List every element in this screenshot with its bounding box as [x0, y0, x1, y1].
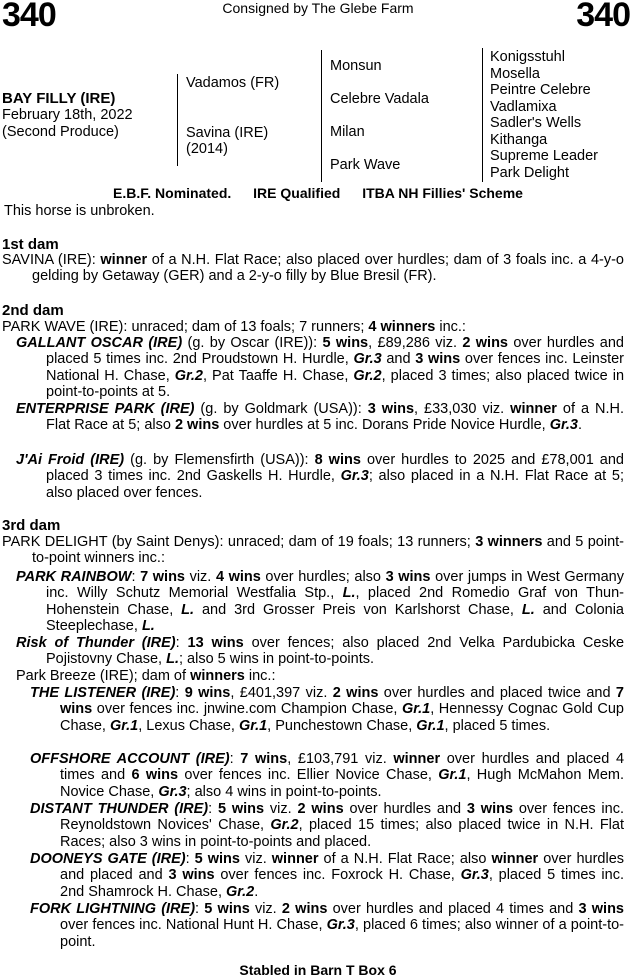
- pedigree-g4-3: Peintre Celebre: [490, 82, 591, 98]
- lot-number-left: 340: [2, 0, 56, 34]
- pedigree-g4-5: Sadler's Wells: [490, 115, 582, 131]
- unbroken-note: This horse is unbroken.: [4, 203, 155, 219]
- pedigree-dam-dam: Park Wave: [330, 157, 401, 173]
- pedigree-g4-8: Park Delight: [490, 164, 569, 181]
- pedigree-dam-sire: Milan: [330, 124, 365, 140]
- progeny-risk-of-thunder: Risk of Thunder (IRE): 13 wins over fences; also placed 2nd Velka Pardubicka Ceske Pojistovny Chase, L.; also 5 wins in point-to-points.: [16, 635, 625, 668]
- first-dam-text: SAVINA (IRE): winner of a N.H. Flat Race; also placed over hurdles; dam of 3 foals inc. a 4-y-o gelding by Getaway (GER) and a 2-y-o filly by Blue Bresil (FR).: [2, 252, 624, 285]
- second-dam-text: PARK WAVE (IRE): unraced; dam of 13 foals; 7 runners; 4 winners inc.:: [2, 319, 466, 335]
- progeny-offshore-account: OFFSHORE ACCOUNT (IRE): 7 wins, £103,791 viz. winner over hurdles and placed 4 times and 6 wins over fences inc. Ellier Novice Chase, Gr.1, Hugh McMahon Mem. Novice Chase, Gr.3; also 4 wins in point-to-points.: [30, 751, 625, 800]
- progeny-fork-lightning: FORK LIGHTNING (IRE): 5 wins viz. 2 wins over hurdles and placed 4 times and 3 wins over fences inc. National Hunt H. Chase, Gr.3, placed 6 times; also winner of a point-to-point.: [30, 901, 625, 950]
- pedigree-dam-year: (2014): [186, 141, 228, 157]
- progeny-gallant-oscar: GALLANT OSCAR (IRE) (g. by Oscar (IRE)): 5 wins, £89,286 viz. 2 wins over hurdles and placed 5 times inc. 2nd Proudstown H. Hurdle, Gr.3 and 3 wins over fences inc. Leinster National H. Chase, Gr.2, Pat Taaffe H. Chase, Gr.2, placed 3 times; also placed twice in point-to-points at 5.: [16, 335, 625, 401]
- progeny-enterprise-park: ENTERPRISE PARK (IRE) (g. by Goldmark (USA)): 3 wins, £33,030 viz. winner of a N.H. Flat Race at 5; also 2 wins over hurdles at 5 inc. Dorans Pride Novice Hurdle, Gr.3.: [16, 401, 624, 434]
- section-third-dam: 3rd dam: [2, 517, 61, 534]
- pedigree-line-3: [482, 48, 483, 182]
- third-dam-text: PARK DELIGHT (by Saint Denys): unraced; dam of 19 foals; 13 runners; 3 winners and 5 point-to-point winners inc.:: [2, 534, 624, 567]
- cert-ebf: E.B.F. Nominated.: [113, 185, 232, 201]
- certifications: [0, 185, 636, 201]
- cert-ire: IRE Qualified: [253, 185, 341, 201]
- progeny-park-rainbow: PARK RAINBOW: 7 wins viz. 4 wins over hurdles; also 3 wins over jumps in West Germany inc. Willy Schutz Memorial Westfalia Stp., L., placed 2nd Romedio Graf von Thun-Hohenstein Chase, L. and 3rd Grosser Preis von Karlshorst Chase, L. and Colonia Steeplechase, L.: [16, 569, 625, 635]
- produce-note: (Second Produce): [2, 124, 119, 140]
- consignor: Consigned by The Glebe Farm: [222, 0, 414, 16]
- horse-name: BAY FILLY (IRE): [2, 90, 116, 107]
- pedigree-dam: Savina (IRE): [186, 125, 269, 141]
- pedigree-line-2: [321, 50, 322, 182]
- foaling-date: February 18th, 2022: [2, 107, 133, 123]
- stabling-info: Stabled in Barn T Box 6: [239, 962, 397, 978]
- pedigree-g4-6: Kithanga: [490, 131, 548, 148]
- pedigree-sire: Vadamos (FR): [186, 75, 280, 91]
- section-first-dam: 1st dam: [2, 236, 59, 253]
- progeny-distant-thunder: DISTANT THUNDER (IRE): 5 wins viz. 2 wins over hurdles and 3 wins over fences inc. Reynoldstown Novices' Chase, Gr.2, placed 15 times; also placed twice in N.H. Flat Races; also 3 wins in point-to-points and placed.: [30, 801, 624, 850]
- progeny-jai-froid: J'Ai Froid (IRE) (g. by Flemensfirth (USA)): 8 wins over hurdles to 2025 and £78,001 and placed 3 times inc. 2nd Gaskells H. Hurdle, Gr.3; also placed in a N.H. Flat Race at 5; also placed over fences.: [16, 452, 625, 501]
- pedigree-sire-sire: Monsun: [330, 58, 382, 74]
- pedigree-sire-dam: Celebre Vadala: [330, 91, 429, 107]
- section-second-dam: 2nd dam: [2, 302, 64, 319]
- horse-description: [2, 90, 133, 141]
- lot-number-right: 340: [576, 0, 630, 34]
- progeny-park-breeze: Park Breeze (IRE); dam of winners inc.:: [16, 668, 276, 684]
- pedigree-g4-4: Vadlamixa: [490, 98, 557, 115]
- progeny-the-listener: THE LISTENER (IRE): 9 wins, £401,397 viz. 2 wins over hurdles and placed twice and 7 wins over fences inc. jnwine.com Champion Chase, Gr.1, Hennessy Cognac Gold Cup Chase, Gr.1, Lexus Chase, Gr.1, Punchestown Chase, Gr.1, placed 5 times.: [30, 685, 624, 734]
- cert-itba: ITBA NH Fillies' Scheme: [362, 185, 523, 201]
- pedigree-g4-7: Supreme Leader: [490, 148, 599, 164]
- pedigree-g4-2: Mosella: [490, 65, 540, 82]
- pedigree-line-1: [177, 74, 178, 166]
- pedigree-g4-1: Konigsstuhl: [490, 49, 565, 65]
- progeny-dooneys-gate: DOONEYS GATE (IRE): 5 wins viz. winner of a N.H. Flat Race; also winner over hurdles and placed and 3 wins over fences inc. Foxrock H. Chase, Gr.3, placed 5 times inc. 2nd Shamrock H. Chase, Gr.2.: [30, 851, 625, 900]
